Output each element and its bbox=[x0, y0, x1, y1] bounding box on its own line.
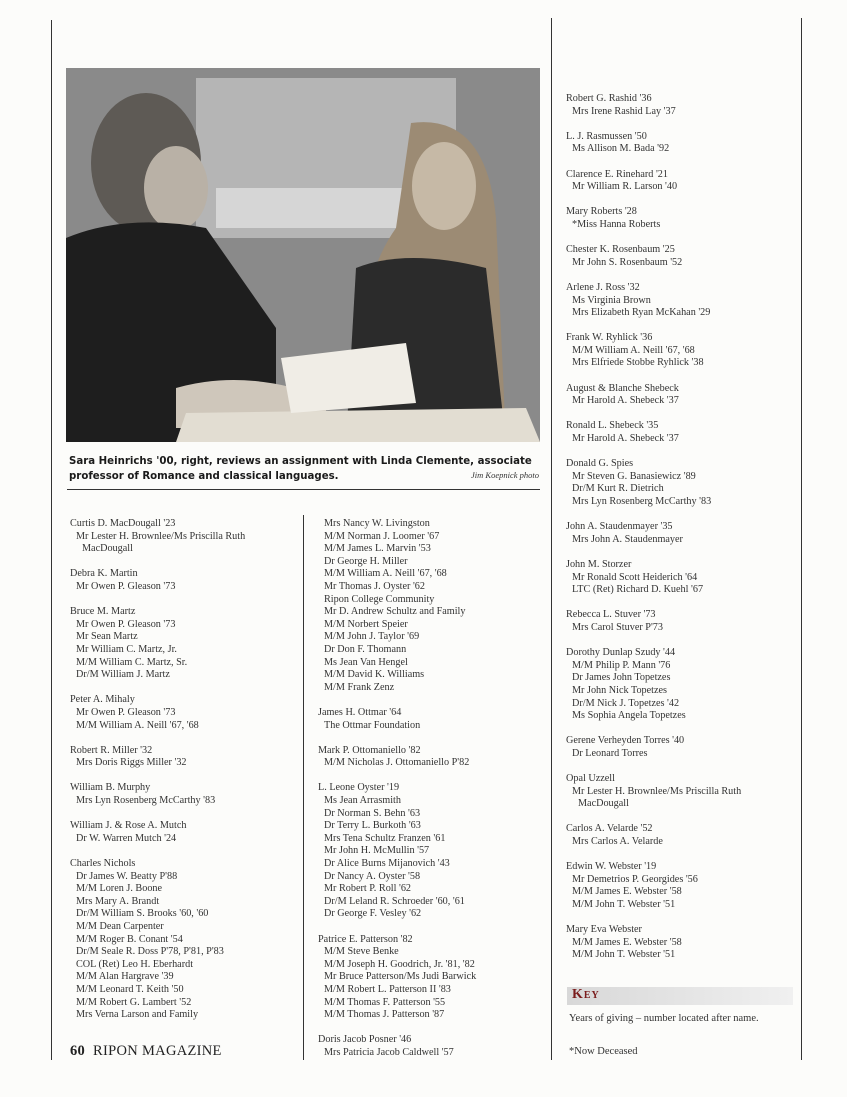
gift-name: Ms Jean Arrasmith bbox=[324, 795, 401, 807]
list-item bbox=[70, 858, 300, 1022]
gift-name: Mr Ronald Scott Heiderich '64 bbox=[572, 571, 698, 583]
donor-name: Charles Nichols bbox=[70, 858, 136, 870]
donor-name: Arlene J. Ross '32 bbox=[566, 281, 640, 293]
donor-name: Clarence E. Rinehard '21 bbox=[566, 168, 668, 180]
gift-name: Mr Bruce Patterson/Ms Judi Barwick bbox=[324, 971, 477, 983]
gift-name: Dr James John Topetzes bbox=[572, 672, 671, 684]
deceased-note: *Now Deceased bbox=[569, 1046, 638, 1057]
donor-name: Patrice E. Patterson '82 bbox=[318, 933, 413, 945]
donor-name: L. J. Rasmussen '50 bbox=[566, 130, 647, 142]
gift-name: Dr Nancy A. Oyster '58 bbox=[324, 870, 421, 882]
gift-name: Mr Harold A. Shebeck '37 bbox=[572, 433, 679, 445]
gift-name: Dr Alice Burns Mijanovich '43 bbox=[324, 858, 450, 870]
gift-name: Mr D. Andrew Schultz and Family bbox=[324, 606, 466, 618]
list-item bbox=[70, 606, 300, 682]
list-item bbox=[318, 707, 550, 732]
gift-name: MacDougall bbox=[578, 798, 629, 810]
gift-name: Dr/M Leland R. Schroeder '60, '61 bbox=[324, 895, 465, 907]
gift-name: Mr Owen P. Gleason '73 bbox=[76, 618, 176, 630]
gift-name: M/M William C. Martz, Sr. bbox=[76, 656, 188, 668]
gift-name: LTC (Ret) Richard D. Kuehl '67 bbox=[572, 584, 704, 596]
list-item bbox=[566, 609, 798, 634]
donor-name: August & Blanche Shebeck bbox=[566, 382, 679, 394]
feature-photo bbox=[66, 68, 540, 442]
gift-name: Mrs Tena Schultz Franzen '61 bbox=[324, 832, 446, 844]
list-item bbox=[70, 568, 300, 593]
key-heading: Key bbox=[572, 987, 600, 1002]
donor-name: Mary Eva Webster bbox=[566, 924, 642, 936]
gift-name: Dr/M William J. Martz bbox=[76, 669, 170, 681]
gift-name: Dr Don F. Thomann bbox=[324, 643, 407, 655]
gift-name: COL (Ret) Leo H. Eberhardt bbox=[76, 958, 194, 970]
list-item bbox=[70, 518, 300, 556]
gift-name: M/M Thomas J. Patterson '87 bbox=[324, 1009, 445, 1021]
gift-name: Mrs Lyn Rosenberg McCarthy '83 bbox=[572, 496, 712, 507]
gift-name: M/M Steve Benke bbox=[324, 946, 399, 958]
list-item bbox=[70, 782, 300, 807]
gift-name: Mrs Patricia Jacob Caldwell '57 bbox=[324, 1046, 454, 1058]
gift-name: Dr/M William S. Brooks '60, '60 bbox=[76, 908, 209, 920]
list-item bbox=[70, 745, 300, 770]
donor-name: James H. Ottmar '64 bbox=[318, 706, 402, 718]
gift-name: M/M John J. Taylor '69 bbox=[324, 631, 420, 643]
list-item bbox=[566, 823, 798, 848]
donor-column-1 bbox=[70, 518, 300, 1034]
gift-name: Mrs John A. Staudenmayer bbox=[572, 533, 683, 545]
list-item bbox=[566, 383, 798, 408]
gift-name: Dr George F. Vesley '62 bbox=[324, 908, 422, 920]
gift-name: Mrs Doris Riggs Miller '32 bbox=[76, 757, 187, 769]
gift-name: Mrs Lyn Rosenberg McCarthy '83 bbox=[76, 795, 216, 807]
list-item bbox=[70, 820, 300, 845]
gift-name: Mr Harold A. Shebeck '37 bbox=[572, 395, 679, 407]
gift-name: M/M William A. Neill '67, '68 bbox=[324, 568, 447, 580]
right-margin-rule bbox=[801, 18, 802, 1060]
gift-name: The Ottmar Foundation bbox=[324, 719, 421, 731]
gift-name: M/M David K. Williams bbox=[324, 669, 425, 681]
gift-name: Dr Terry L. Burkoth '63 bbox=[324, 820, 421, 832]
gift-name: M/M William A. Neill '67, '68 bbox=[76, 719, 199, 731]
list-item bbox=[566, 420, 798, 445]
list-item bbox=[566, 93, 798, 118]
donor-name: Robert R. Miller '32 bbox=[70, 744, 153, 756]
list-item bbox=[566, 131, 798, 156]
list-column-rule bbox=[303, 515, 304, 1060]
gift-name: M/M Frank Zenz bbox=[324, 681, 395, 693]
donor-name: William B. Murphy bbox=[70, 782, 151, 794]
list-item bbox=[566, 282, 798, 320]
donor-name: Ronald L. Shebeck '35 bbox=[566, 420, 659, 432]
list-item bbox=[566, 458, 798, 508]
donor-name: Rebecca L. Stuver '73 bbox=[566, 609, 656, 621]
list-item bbox=[566, 647, 798, 723]
list-item bbox=[318, 1034, 550, 1059]
gift-name: Dr James W. Beatty P'88 bbox=[76, 870, 178, 882]
gift-name: M/M Norbert Speier bbox=[324, 618, 408, 630]
list-item bbox=[566, 735, 798, 760]
key-heading-bar bbox=[567, 987, 793, 1005]
list-item bbox=[566, 521, 798, 546]
gift-name: Mrs Carlos A. Velarde bbox=[572, 836, 663, 848]
donor-name: Gerene Verheyden Torres '40 bbox=[566, 735, 685, 747]
gift-name: Ms Allison M. Bada '92 bbox=[572, 143, 670, 155]
gift-name: Mr Lester H. Brownlee/Ms Priscilla Ruth bbox=[572, 785, 742, 797]
key-description: Years of giving – number located after name. bbox=[569, 1013, 759, 1024]
list-item bbox=[566, 924, 798, 962]
photo-credit: Jim Koepnick photo bbox=[471, 470, 539, 480]
photo-illustration bbox=[66, 68, 540, 442]
gift-name: Mr Lester H. Brownlee/Ms Priscilla Ruth bbox=[76, 530, 246, 542]
center-column-rule bbox=[551, 18, 552, 1060]
list-item bbox=[566, 559, 798, 597]
left-margin-rule bbox=[51, 20, 52, 1060]
donor-name: Bruce M. Martz bbox=[70, 606, 136, 618]
gift-name: M/M James L. Marvin '53 bbox=[324, 543, 431, 555]
gift-name: M/M Loren J. Boone bbox=[76, 883, 163, 895]
gift-name: M/M Alan Hargrave '39 bbox=[76, 971, 174, 983]
donor-name: Chester K. Rosenbaum '25 bbox=[566, 244, 675, 256]
gift-name: Mr John H. McMullin '57 bbox=[324, 845, 430, 857]
gift-name: Mr Demetrios P. Georgides '56 bbox=[572, 873, 698, 885]
list-item bbox=[318, 518, 550, 694]
gift-name: M/M Joseph H. Goodrich, Jr. '81, '82 bbox=[324, 958, 475, 970]
list-item bbox=[566, 861, 798, 911]
gift-name: Ripon College Community bbox=[324, 593, 435, 605]
gift-name: Dr W. Warren Mutch '24 bbox=[76, 832, 177, 844]
donor-name: Debra K. Martin bbox=[70, 568, 138, 580]
gift-name: Mr John Nick Topetzes bbox=[572, 684, 668, 696]
gift-name: M/M John T. Webster '51 bbox=[572, 899, 676, 910]
donor-name: Doris Jacob Posner '46 bbox=[318, 1034, 412, 1046]
donor-name: Curtis D. MacDougall '23 bbox=[70, 518, 176, 529]
gift-name: Dr George H. Miller bbox=[324, 555, 408, 567]
gift-name: M/M Roger B. Conant '54 bbox=[76, 933, 183, 945]
donor-name: Mary Roberts '28 bbox=[566, 206, 637, 218]
gift-name: Mrs Elfriede Stobbe Ryhlick '38 bbox=[572, 357, 704, 369]
gift-name: Dr/M Kurt R. Dietrich bbox=[572, 483, 664, 495]
gift-name: Ms Sophia Angela Topetzes bbox=[572, 710, 686, 722]
gift-name: M/M James E. Webster '58 bbox=[572, 886, 682, 898]
donor-name: Mark P. Ottomaniello '82 bbox=[318, 744, 421, 756]
gift-name: M/M James E. Webster '58 bbox=[572, 936, 682, 948]
list-item bbox=[566, 332, 798, 370]
donor-name: William J. & Rose A. Mutch bbox=[70, 820, 187, 832]
donor-name: Frank W. Ryhlick '36 bbox=[566, 332, 653, 344]
gift-name: Mrs Nancy W. Livingston bbox=[324, 518, 430, 529]
list-item bbox=[566, 169, 798, 194]
gift-name: Mrs Mary A. Brandt bbox=[76, 895, 160, 907]
gift-name: Mrs Carol Stuver P'73 bbox=[572, 621, 663, 633]
donor-name: Opal Uzzell bbox=[566, 773, 615, 785]
gift-name: Mr John S. Rosenbaum '52 bbox=[572, 256, 683, 268]
list-item bbox=[70, 694, 300, 732]
gift-name: M/M Norman J. Loomer '67 bbox=[324, 530, 440, 542]
gift-name: Dr/M Seale R. Doss P'78, P'81, P'83 bbox=[76, 946, 224, 958]
donor-column-2 bbox=[318, 518, 550, 1072]
gift-name: Mr Robert P. Roll '62 bbox=[324, 883, 412, 895]
list-item bbox=[318, 782, 550, 921]
donor-name: Dorothy Dunlap Szudy '44 bbox=[566, 647, 676, 659]
donor-name: John M. Storzer bbox=[566, 558, 632, 570]
donor-column-3 bbox=[566, 93, 798, 975]
gift-name: Mr William C. Martz, Jr. bbox=[76, 643, 177, 655]
list-item bbox=[318, 934, 550, 1022]
gift-name: Ms Virginia Brown bbox=[572, 294, 651, 306]
gift-name: Ms Jean Van Hengel bbox=[324, 656, 408, 668]
gift-name: M/M Philip P. Mann '76 bbox=[572, 659, 671, 671]
gift-name: M/M William A. Neill '67, '68 bbox=[572, 344, 695, 356]
gift-name: M/M Leonard T. Keith '50 bbox=[76, 983, 184, 995]
list-item bbox=[566, 206, 798, 231]
gift-name: M/M Thomas F. Patterson '55 bbox=[324, 996, 446, 1008]
donor-name: Carlos A. Velarde '52 bbox=[566, 823, 653, 835]
gift-name: Mr Owen P. Gleason '73 bbox=[76, 580, 176, 592]
donor-name: John A. Staudenmayer '35 bbox=[566, 521, 673, 533]
donor-name: Edwin W. Webster '19 bbox=[566, 861, 657, 873]
list-item bbox=[318, 745, 550, 770]
donor-name: L. Leone Oyster '19 bbox=[318, 782, 400, 794]
donor-name: Donald G. Spies bbox=[566, 458, 634, 470]
gift-name: Mrs Elizabeth Ryan McKahan '29 bbox=[572, 307, 711, 319]
gift-name: Mrs Irene Rashid Lay '37 bbox=[572, 105, 676, 117]
page-number: 60 bbox=[70, 1043, 86, 1059]
gift-name: Mr Sean Martz bbox=[76, 631, 138, 643]
gift-name: Mr William R. Larson '40 bbox=[572, 181, 678, 193]
list-item bbox=[566, 244, 798, 269]
gift-name: M/M John T. Webster '51 bbox=[572, 949, 676, 961]
gift-name: Mrs Verna Larson and Family bbox=[76, 1009, 199, 1021]
gift-name: M/M Robert G. Lambert '52 bbox=[76, 996, 192, 1008]
gift-name: Mr Owen P. Gleason '73 bbox=[76, 706, 176, 718]
gift-name: Dr Norman S. Behn '63 bbox=[324, 807, 421, 819]
gift-name: Dr/M Nick J. Topetzes '42 bbox=[572, 697, 680, 709]
gift-name: M/M Nicholas J. Ottomaniello P'82 bbox=[324, 757, 470, 769]
gift-name: M/M Robert L. Patterson II '83 bbox=[324, 983, 451, 995]
page-footer bbox=[70, 1043, 222, 1060]
gift-name: M/M Dean Carpenter bbox=[76, 921, 164, 932]
gift-name: Mr Thomas J. Oyster '62 bbox=[324, 580, 425, 592]
list-item bbox=[566, 773, 798, 811]
donor-name: Peter A. Mihaly bbox=[70, 694, 135, 706]
caption-underline bbox=[67, 489, 540, 490]
gift-name: Dr Leonard Torres bbox=[572, 747, 648, 759]
donor-name: Robert G. Rashid '36 bbox=[566, 93, 652, 104]
gift-name: MacDougall bbox=[82, 543, 133, 555]
gift-name: *Miss Hanna Roberts bbox=[572, 218, 661, 230]
gift-name: Mr Steven G. Banasiewicz '89 bbox=[572, 470, 696, 482]
photo-caption: Sara Heinrichs '00, right, reviews an assignment with Linda Clemente, associate professor of Romance and classical languages. bbox=[69, 456, 532, 482]
magazine-name: RIPON MAGAZINE bbox=[93, 1043, 222, 1059]
